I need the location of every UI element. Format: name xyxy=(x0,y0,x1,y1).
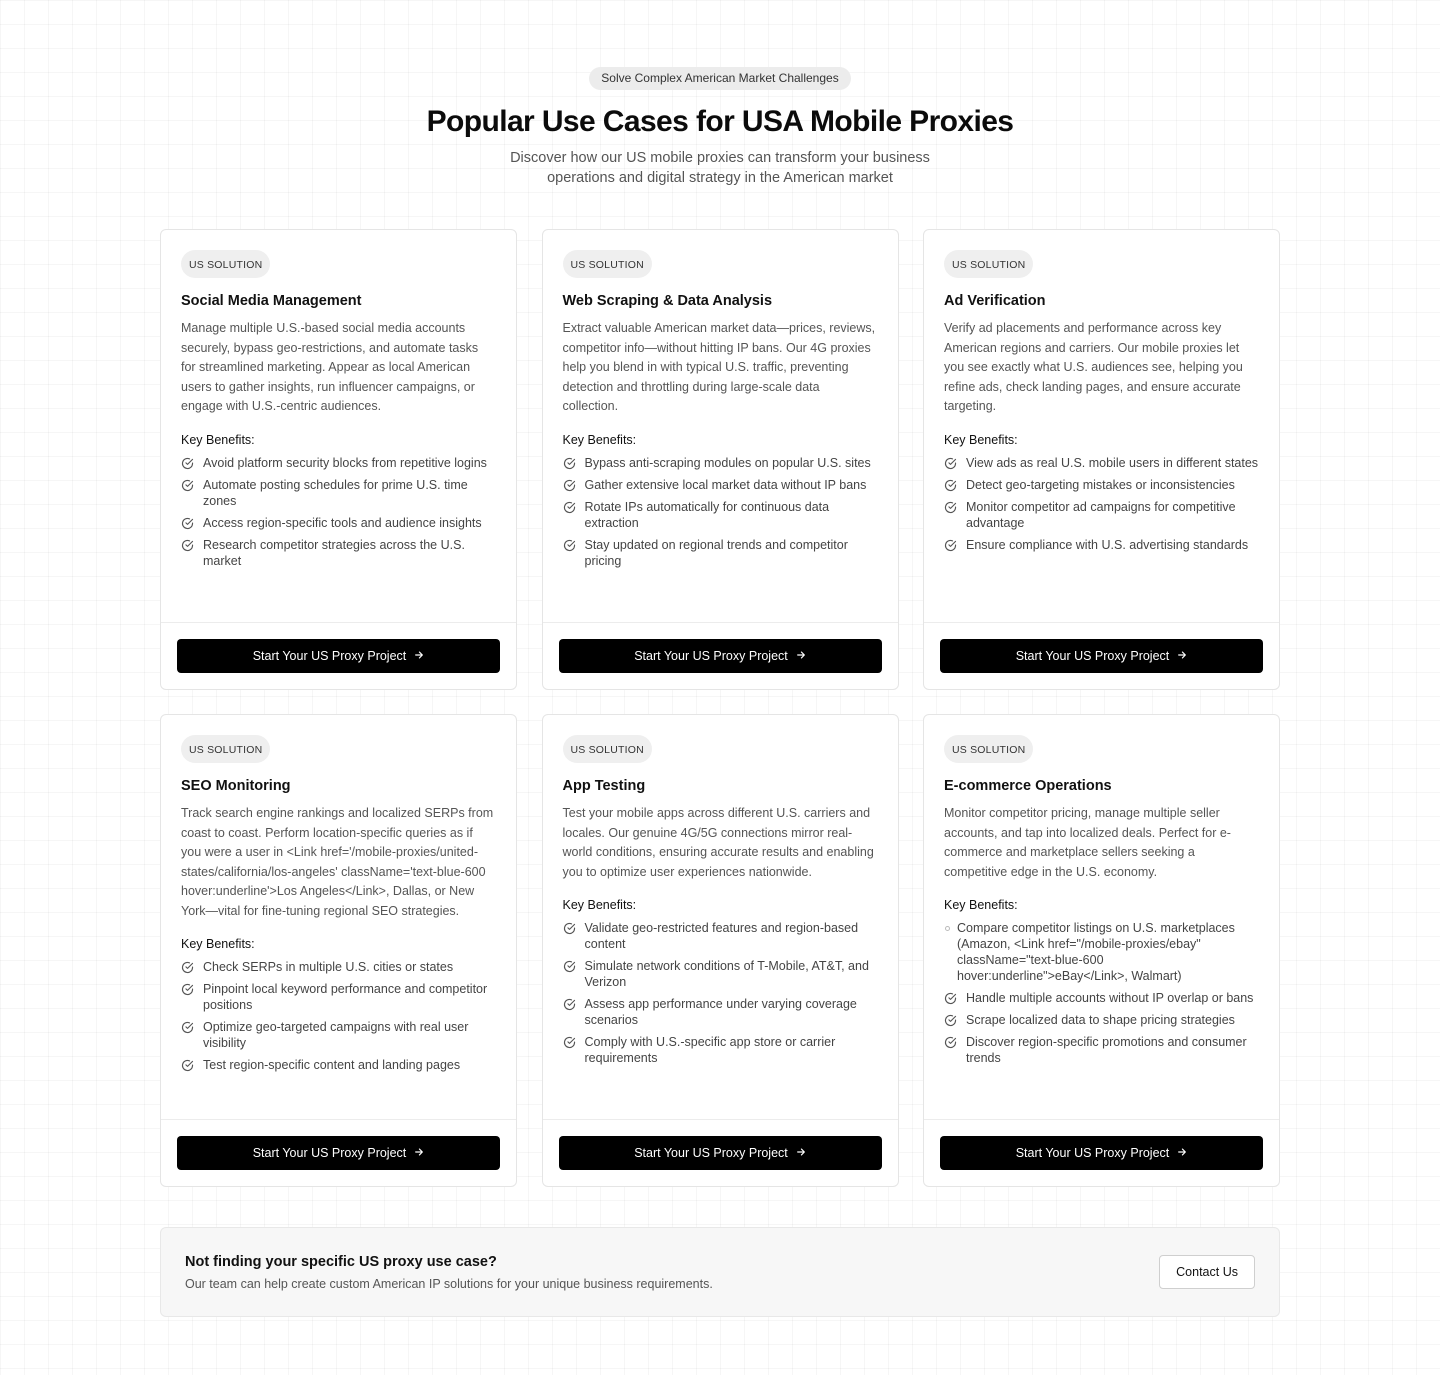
eyebrow-pill: Solve Complex American Market Challenges xyxy=(589,67,850,90)
solution-badge: US SOLUTION xyxy=(181,250,270,278)
benefit-text: Bypass anti-scraping modules on popular U.S. sites xyxy=(584,455,871,470)
benefit-item xyxy=(181,959,496,975)
check-circle-icon xyxy=(563,998,576,1011)
benefit-item xyxy=(563,499,878,531)
benefit-text: Stay updated on regional trends and competitor pricing xyxy=(584,537,848,568)
section-header xyxy=(0,67,1440,188)
use-case-card xyxy=(923,229,1280,690)
benefit-text: Optimize geo-targeted campaigns with real user visibility xyxy=(203,1020,469,1050)
benefit-text: Gather extensive local market data without IP bans xyxy=(584,477,867,492)
benefit-text: Scrape localized data to shape pricing strategies xyxy=(966,1013,1235,1027)
benefit-item xyxy=(563,477,878,493)
benefit-text: Simulate network conditions of T-Mobile, AT&T, and Verizon xyxy=(584,959,869,989)
benefits-label: Key Benefits: xyxy=(562,898,637,912)
check-circle-icon xyxy=(944,1014,957,1027)
benefit-text: Check SERPs in multiple U.S. cities or states xyxy=(203,960,454,974)
use-case-card xyxy=(542,229,899,690)
benefit-text: Compare competitor listings on U.S. marketplaces (Amazon, <Link href="/mobile-proxies/ebay" className="text-blue-600 hover:underline">eBay</Link>, Walmart) xyxy=(957,921,1235,983)
card-description: Verify ad placements and performance across key American regions and carriers. Our mobile proxies let you see exactly what U.S. audiences see, helping you refine ads, check landing pages, and ensure accurate targeting. xyxy=(944,321,1243,413)
benefit-item xyxy=(563,958,878,990)
card-description: Track search engine rankings and localized SERPs from coast to coast. Perform location-specific queries as if you were a user in <Link href='/mobile-proxies/united-states/california/los-angeles' className='text-blue-600 hover:underline'>Los Angeles</Link>, Dallas, or New York—vital for fine-tuning regional SEO strategies. xyxy=(181,806,494,918)
card-footer xyxy=(161,622,516,689)
benefit-item xyxy=(944,1034,1259,1066)
check-circle-icon xyxy=(944,501,957,514)
benefit-text: Handle multiple accounts without IP overlap or bans xyxy=(966,991,1254,1005)
card-footer xyxy=(161,1119,516,1186)
card-body xyxy=(161,715,516,1119)
start-project-button[interactable] xyxy=(177,639,500,673)
card-description: Manage multiple U.S.-based social media accounts securely, bypass geo-restrictions, and automate tasks for streamlined marketing. Appear as local American users to gather insights, run influencer campaigns, or engage with U.S.-centric audiences. xyxy=(181,321,479,413)
benefits-label: Key Benefits: xyxy=(181,432,255,447)
use-case-card xyxy=(923,714,1280,1187)
check-circle-icon xyxy=(181,457,194,470)
solution-badge: US SOLUTION xyxy=(563,250,652,278)
use-case-card xyxy=(160,714,517,1187)
check-circle-icon xyxy=(181,983,194,996)
benefits-list xyxy=(563,920,878,1066)
card-body xyxy=(924,715,1279,1119)
benefits-list xyxy=(181,455,496,569)
check-circle-icon xyxy=(563,922,576,935)
benefit-item xyxy=(944,499,1259,531)
benefits-list xyxy=(944,920,1259,1066)
benefit-item xyxy=(181,515,496,531)
card-footer xyxy=(924,622,1279,689)
card-title: E-commerce Operations xyxy=(944,778,1112,794)
benefit-text: View ads as real U.S. mobile users in different states xyxy=(966,455,1259,470)
card-title: Ad Verification xyxy=(944,293,1046,309)
benefit-text: Validate geo-restricted features and region-based content xyxy=(584,921,859,951)
arrow-right-icon xyxy=(414,650,424,663)
use-case-grid xyxy=(160,229,1280,1187)
benefits-list xyxy=(181,959,496,1073)
check-circle-icon xyxy=(181,517,194,530)
custom-use-case-banner xyxy=(160,1227,1280,1317)
benefit-item xyxy=(563,1034,878,1066)
banner-text-group xyxy=(185,1252,713,1293)
check-circle-icon xyxy=(563,539,576,552)
solution-badge: US SOLUTION xyxy=(181,735,270,763)
card-body xyxy=(543,715,898,1119)
check-circle-icon xyxy=(944,479,957,492)
check-circle-icon xyxy=(181,1021,194,1034)
section-title: Popular Use Cases for USA Mobile Proxies xyxy=(426,105,1014,138)
start-project-button[interactable] xyxy=(940,1136,1263,1170)
check-circle-icon xyxy=(563,457,576,470)
benefit-item xyxy=(563,537,878,569)
benefit-text: Test region-specific content and landing pages xyxy=(203,1058,461,1072)
cta-label: Start Your US Proxy Project xyxy=(252,649,407,663)
benefit-text: Pinpoint local keyword performance and competitor positions xyxy=(203,982,488,1012)
cta-label: Start Your US Proxy Project xyxy=(1015,649,1170,663)
start-project-button[interactable] xyxy=(559,1136,882,1170)
cta-label: Start Your US Proxy Project xyxy=(634,649,788,663)
check-circle-icon xyxy=(944,457,957,470)
solution-badge: US SOLUTION xyxy=(944,250,1033,278)
arrow-right-icon xyxy=(1177,1147,1187,1160)
benefit-item xyxy=(181,455,496,471)
card-title: App Testing xyxy=(562,778,646,794)
bullet-dot-icon xyxy=(945,926,950,931)
benefit-text: Ensure compliance with U.S. advertising standards xyxy=(966,537,1249,552)
card-footer xyxy=(543,1119,898,1186)
section-subtitle: Discover how our US mobile proxies can transform your business operations and digital strategy in the American market xyxy=(510,150,930,186)
benefit-item xyxy=(563,920,878,952)
benefit-item xyxy=(944,1012,1259,1028)
benefit-item xyxy=(944,537,1259,553)
card-footer xyxy=(543,622,898,689)
benefit-item xyxy=(944,477,1259,493)
cta-label: Start Your US Proxy Project xyxy=(634,1146,788,1160)
benefit-item xyxy=(181,477,496,509)
benefit-item xyxy=(181,537,496,569)
check-circle-icon xyxy=(181,539,194,552)
benefit-text: Rotate IPs automatically for continuous data extraction xyxy=(584,499,830,530)
card-title: SEO Monitoring xyxy=(181,778,291,794)
arrow-right-icon xyxy=(414,1147,424,1160)
card-description: Monitor competitor pricing, manage multiple seller accounts, and tap into localized deals. Perfect for e-commerce and marketplace sellers seeking a competitive edge in the U.S. economy. xyxy=(944,806,1231,879)
benefit-text: Detect geo-targeting mistakes or inconsistencies xyxy=(966,477,1235,492)
check-circle-icon xyxy=(944,1036,957,1049)
card-title: Web Scraping & Data Analysis xyxy=(562,293,773,309)
benefit-text: Comply with U.S.-specific app store or carrier requirements xyxy=(584,1035,836,1065)
benefits-list xyxy=(563,455,878,569)
benefit-text: Discover region-specific promotions and consumer trends xyxy=(966,1035,1247,1065)
card-description: Test your mobile apps across different U.S. carriers and locales. Our genuine 4G/5G connections mirror real-world conditions, ensuring accurate results and enabling you to optimize user experiences nationwide. xyxy=(562,806,874,879)
arrow-right-icon xyxy=(1177,650,1187,663)
start-project-button[interactable] xyxy=(940,639,1263,673)
benefit-item xyxy=(181,1057,496,1073)
check-circle-icon xyxy=(563,479,576,492)
benefits-label: Key Benefits: xyxy=(562,432,637,447)
card-body xyxy=(161,230,516,622)
check-circle-icon xyxy=(181,1059,194,1072)
banner-title: Not finding your specific US proxy use case? xyxy=(185,1253,497,1270)
benefit-item xyxy=(944,455,1259,471)
check-circle-icon xyxy=(944,539,957,552)
solution-badge: US SOLUTION xyxy=(563,735,652,763)
card-footer xyxy=(924,1119,1279,1186)
benefits-label: Key Benefits: xyxy=(944,432,1018,447)
arrow-right-icon xyxy=(796,1147,806,1160)
benefits-list xyxy=(944,455,1259,553)
start-project-button[interactable] xyxy=(177,1136,500,1170)
benefit-text: Research competitor strategies across the U.S. market xyxy=(203,537,465,568)
use-case-card xyxy=(160,229,517,690)
card-title: Social Media Management xyxy=(181,293,362,309)
benefit-text: Automate posting schedules for prime U.S. time zones xyxy=(203,477,468,508)
benefit-item xyxy=(181,981,496,1013)
use-case-card xyxy=(542,714,899,1187)
check-circle-icon xyxy=(944,992,957,1005)
check-circle-icon xyxy=(563,501,576,514)
benefit-text: Avoid platform security blocks from repetitive logins xyxy=(203,455,487,470)
benefit-item xyxy=(563,455,878,471)
benefit-item xyxy=(944,920,1259,984)
check-circle-icon xyxy=(181,479,194,492)
benefit-text: Assess app performance under varying coverage scenarios xyxy=(584,997,857,1027)
start-project-button[interactable] xyxy=(559,639,882,673)
benefit-item xyxy=(944,990,1259,1006)
card-description: Extract valuable American market data—prices, reviews, competitor info—without hitting IP bans. Our 4G proxies help you blend in with typical U.S. traffic, preventing detection and throttling during large-scale data collection. xyxy=(562,321,876,413)
arrow-right-icon xyxy=(796,650,806,663)
card-body xyxy=(924,230,1279,622)
cta-label: Start Your US Proxy Project xyxy=(252,1146,407,1160)
benefit-item xyxy=(181,1019,496,1051)
benefits-label: Key Benefits: xyxy=(181,937,255,951)
banner-description: Our team can help create custom American IP solutions for your unique business requirements. xyxy=(185,1276,713,1291)
check-circle-icon xyxy=(563,960,576,973)
cta-label: Start Your US Proxy Project xyxy=(1015,1146,1170,1160)
check-circle-icon xyxy=(563,1036,576,1049)
check-circle-icon xyxy=(181,961,194,974)
benefit-text: Monitor competitor ad campaigns for competitive advantage xyxy=(966,499,1236,530)
contact-us-button[interactable]: Contact Us xyxy=(1159,1255,1255,1289)
benefit-text: Access region-specific tools and audience insights xyxy=(203,515,482,530)
card-body xyxy=(543,230,898,622)
solution-badge: US SOLUTION xyxy=(944,735,1033,763)
benefits-label: Key Benefits: xyxy=(944,898,1018,912)
benefit-item xyxy=(563,996,878,1028)
